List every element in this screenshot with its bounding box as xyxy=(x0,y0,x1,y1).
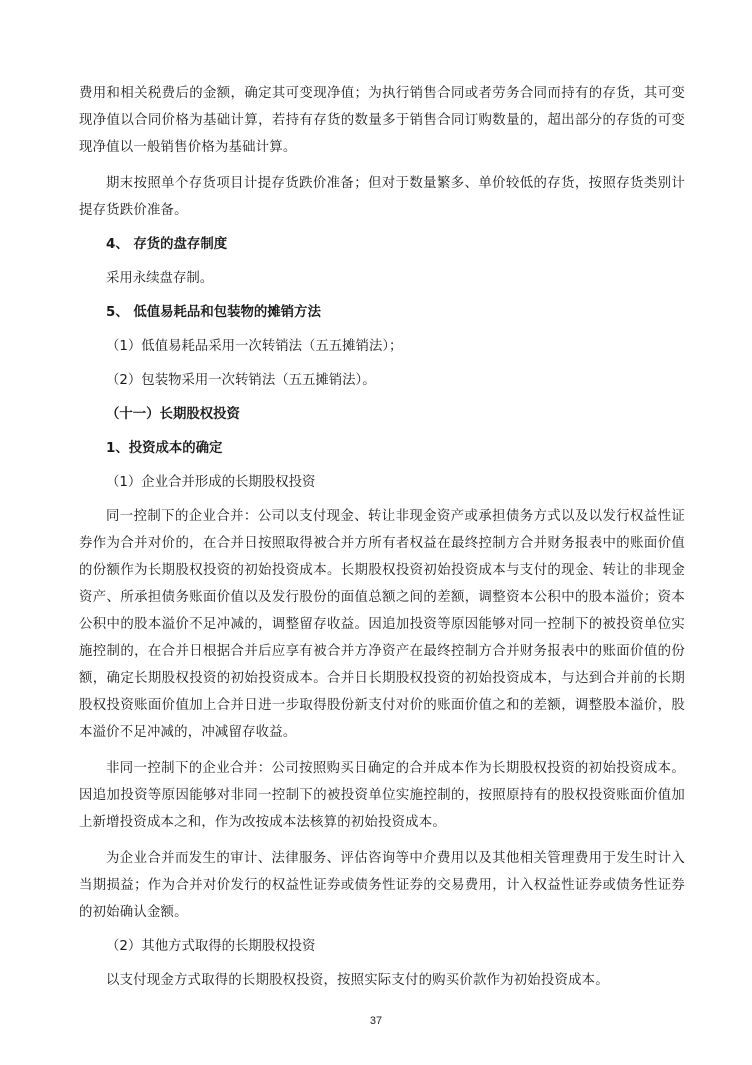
paragraph-inventory-impairment: 期末按照单个存货项目计提存货跌价准备；但对于数量繁多、单价较低的存货，按照存货类别计提存货跌价准备。 xyxy=(79,176,685,218)
page-number: 37 xyxy=(369,1015,383,1027)
subheading-other-acquisition: （2）其他方式取得的长期股权投资 xyxy=(106,939,316,954)
paragraph-combination-expenses: 为企业合并而发生的审计、法律服务、评估咨询等中介费用以及其他相关管理费用于发生时计入当期损益；作为合并对价发行的权益性证券或债务性证券的交易费用，计入权益性证券或债务性证券的初始确认金额。 xyxy=(79,851,685,920)
paragraph-same-control-combination: 同一控制下的企业合并：公司以支付现金、转让非现金资产或承担债务方式以及以发行权益性证券作为合并对价的，在合并日按照取得被合并方所有者权益在最终控制方合并财务报表中的账面价值的份额作为长期股权投资的初始投资成本。长期股权投资初始投资成本与支付的现金、转让的非现金资产、所承担债务账面价值以及发行股份的面值总额之间的差额，调整资本公积中的股本溢价；资本公积中的股本溢价不足冲减的，调整留存收益。因追加投资等原因能够对同一控制下的被投资单位实施控制的，在合并日根据合并后应享有被合并方净资产在最终控制方合并财务报表中的账面价值的份额，确定长期股权投资的初始投资成本。合并日长期股权投资的初始投资成本，与达到合并前的长期股权投资账面价值加上合并日进一步取得股份新支付对价的账面价值之和的差额，调整股本溢价，股本溢价不足冲减的，冲减留存收益。 xyxy=(79,509,685,740)
paragraph-cash-acquisition: 以支付现金方式取得的长期股权投资，按照实际支付的购买价款作为初始投资成本。 xyxy=(106,973,609,988)
paragraph-perpetual-inventory: 采用永续盘存制。 xyxy=(106,271,214,286)
heading-long-term-equity-investment: （十一）长期股权投资 xyxy=(106,407,240,422)
document-body xyxy=(79,80,685,994)
list-item-low-value-consumables: （1）低值易耗品采用一次转销法（五五摊销法）； xyxy=(106,339,403,354)
heading-inventory-count-system: 4、 存货的盘存制度 xyxy=(106,237,228,252)
heading-amortization-method: 5、 低值易耗品和包装物的摊销方法 xyxy=(106,305,321,320)
paragraph-inventory-net-realizable-value: 费用和相关税费后的金额，确定其可变现净值；为执行销售合同或者劳务合同而持有的存货，其可变现净值以合同价格为基础计算，若持有存货的数量多于销售合同订购数量的，超出部分的存货的可变现净值以一般销售价格为基础计算。 xyxy=(79,86,685,155)
list-item-packaging: （2）包装物采用一次转销法（五五摊销法）。 xyxy=(106,373,376,388)
subheading-business-combination: （1）企业合并形成的长期股权投资 xyxy=(106,475,316,490)
paragraph-non-same-control-combination: 非同一控制下的企业合并：公司按照购买日确定的合并成本作为长期股权投资的初始投资成本。因追加投资等原因能够对非同一控制下的被投资单位实施控制的，按照原持有的股权投资账面价值加上新增投资成本之和，作为改按成本法核算的初始投资成本。 xyxy=(79,761,685,830)
heading-investment-cost: 1、投资成本的确定 xyxy=(106,441,223,456)
